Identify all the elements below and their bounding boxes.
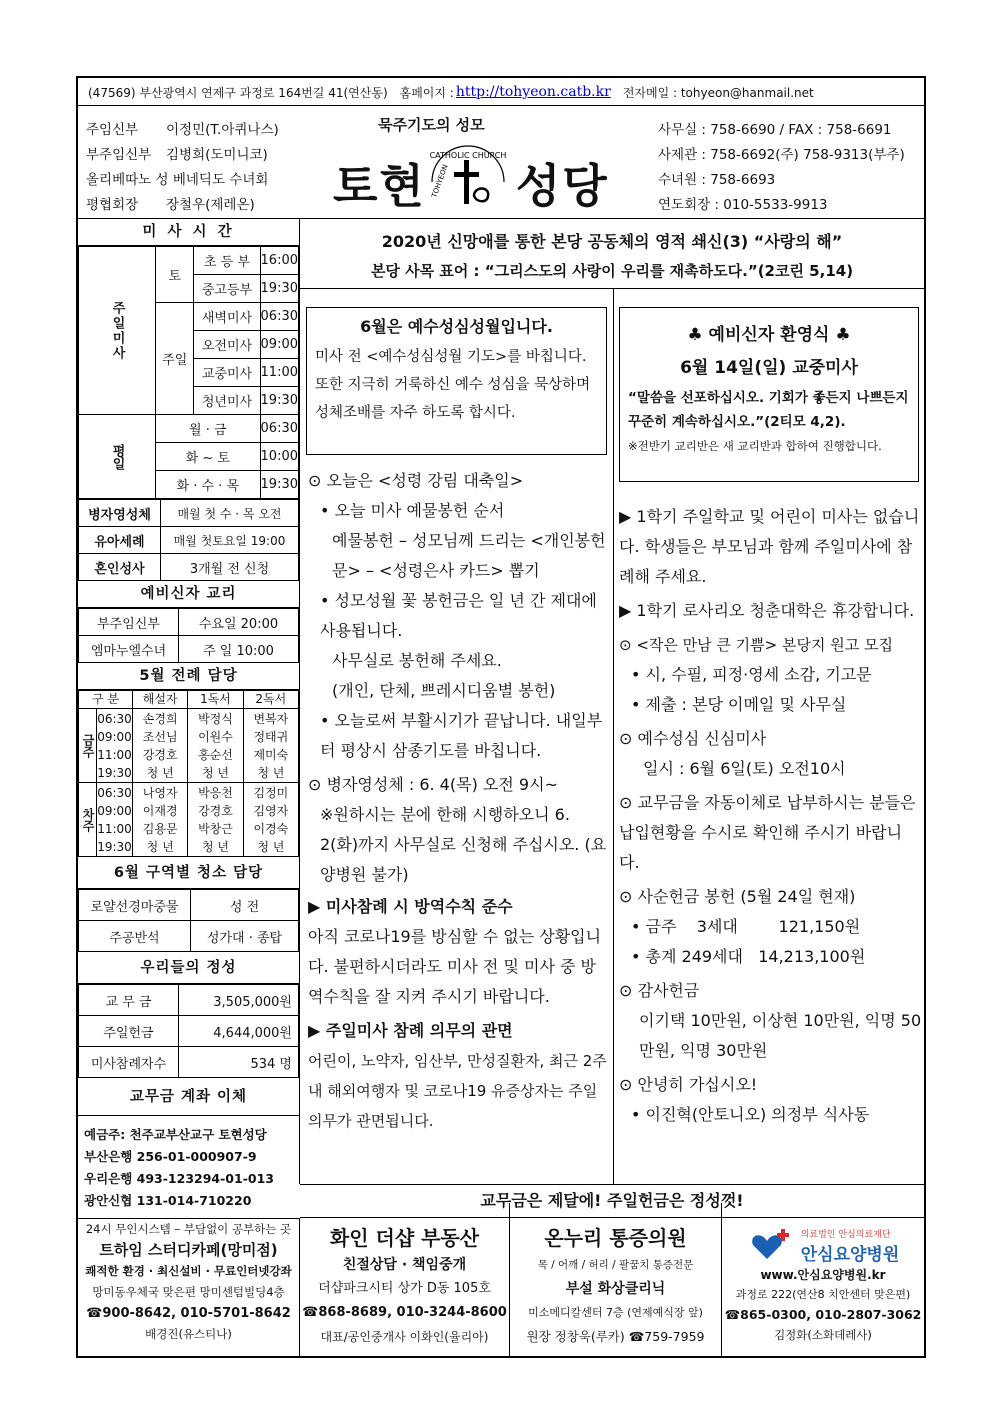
mass-times-table [78, 246, 299, 499]
main-theme [300, 219, 924, 289]
row-label: 주공반석 [79, 921, 191, 952]
mass-name: 중고등부 [194, 275, 260, 303]
liturgy-title: 5월 전례 담당 [78, 663, 299, 690]
homepage-link[interactable]: http://tohyeon.catb.kr [455, 84, 611, 100]
footer-slogan: 교무금은 제달에! 주일헌금은 정성껏! [300, 1184, 924, 1218]
announcement-sub: • 제출 : 본당 이메일 및 사무실 [631, 695, 847, 714]
church-subtitle: 묵주기도의 성모 [378, 116, 485, 134]
sunday-mass-label: 주일미사 [79, 247, 156, 415]
announcement-sub: (개인, 단체, 쁘레시디움별 봉헌) [332, 681, 556, 700]
row-value: 성가대 · 종탑 [191, 921, 299, 952]
announcement-sub: • 오늘로써 부활시기가 끝납니다. 내일부터 평상시 삼종기도를 바칩니다. [320, 711, 603, 760]
sacred-heart-box [306, 307, 607, 455]
contact-list [658, 118, 905, 218]
announcement: ▶ 미사참례 시 방역수칙 준수 [308, 897, 513, 916]
mass-name: 화 ~ 토 [156, 443, 261, 471]
mass-time: 19:30 [260, 275, 298, 303]
scripture-quote: “말씀을 선포하십시오. 기회가 좋든지 나쁘든지 꾸준히 계속하십시오.”(2티모 4,2). [628, 390, 909, 430]
row-value: 매월 첫 수 · 목 오전 [161, 500, 299, 527]
reading2-cell: 김정미 김영자 이경숙 청 년 [243, 783, 298, 857]
mass-time: 16:00 [260, 247, 298, 275]
announcement: ▶ 주일미사 참례 의무의 관면 [308, 1021, 513, 1040]
mass-time: 09:00 [260, 331, 298, 359]
catechumen-table [78, 608, 299, 663]
staff-row: 평협회장 장철우(제레온) [86, 197, 255, 213]
church-name: 토현 성당 [333, 159, 609, 213]
left-column [78, 219, 300, 1208]
cleaning-title: 6월 구역별 청소 담당 [78, 857, 299, 889]
announcement-sub: ※원하시는 분에 한해 시행하오니 6. 2(화)까지 사무실로 신청해 주십시오. (요양병원 불가) [320, 805, 607, 884]
mass-time: 19:30 [260, 471, 298, 499]
reading1-cell: 박정식 이원수 홍순선 청 년 [188, 709, 243, 783]
announcement: ⊙ 안녕히 가십시오! [619, 1075, 758, 1094]
this-week-label: 금주 [79, 709, 97, 783]
commentator-cell: 나영자 이재경 김용문 청 년 [133, 783, 188, 857]
weekday-label: 평일 [79, 415, 156, 499]
box-title: 6월은 예수성심성월입니다. [360, 317, 553, 336]
staff-list [86, 118, 279, 218]
announcement-sub: • 총계 249세대 14,213,100원 [631, 947, 866, 966]
announcement-sub: • 오늘 미사 예물봉헌 순서 [320, 501, 505, 520]
hospital-logo-icon [747, 1227, 795, 1263]
offerings-title: 우리들의 정성 [78, 952, 299, 984]
staff-row: 주임신부 이정민(T.아퀴나스) [86, 122, 279, 138]
announcement-sub: • 금주 3세대 121,150원 [631, 917, 861, 936]
col-header: 1독서 [188, 691, 243, 709]
box-body: 미사 전 <예수성심성월 기도>를 바칩니다. 또한 지극히 거룩하신 예수 성심을 묵상하며 성체조배를 자주 하도록 합시다. [315, 349, 591, 421]
row-label: 병자영성체 [79, 500, 161, 527]
contact-line: 사제관 : 758-6692(주) 758-9313(부주) [658, 147, 905, 163]
mass-time: 10:00 [260, 443, 298, 471]
account-line: 예금주: 천주교부산교구 토현성당 [84, 1127, 267, 1142]
staff-row: 올리베따노 성 베네딕도 수녀회 [86, 172, 269, 188]
commentator-cell: 손경희 조선님 강경호 청 년 [133, 709, 188, 783]
announcement-sub: 아직 코로나19를 방심할 수 없는 상황입니다. 불편하시더라도 미사 전 및 미사 중 방역수칙을 잘 지켜 주시기 바랍니다. [308, 927, 602, 1006]
mass-time: 11:00 [260, 359, 298, 387]
sacrament-table [78, 499, 299, 581]
mass-time: 06:30 [260, 415, 298, 443]
row-label: 혼인성사 [79, 554, 161, 581]
announcement: ⊙ 교무금을 자동이체로 납부하시는 분들은 납입현황을 수시로 확인해 주시기 바랍니다. [619, 793, 916, 872]
row-value: 주 일 10:00 [179, 636, 299, 663]
announcement-sub: • 이진혁(안토니오) 의정부 식사동 [631, 1105, 870, 1124]
announcement: ⊙ 감사헌금 [619, 981, 700, 1000]
staff-row: 부주임신부 김병희(도미니코) [86, 147, 268, 163]
mass-name: 화 · 수 · 목 [156, 471, 261, 499]
ads-row [78, 1203, 924, 1358]
reading1-cell: 박응천 강경호 박창근 청 년 [188, 783, 243, 857]
welcome-note: ※전반기 교리반은 새 교리반과 합하여 진행합니다. [628, 439, 882, 453]
announcement-sub: 예물봉헌 – 성모님께 드리는 <개인봉헌문> – <성령은사 카드> 뽑기 [332, 531, 606, 580]
sat-label: 토 [156, 247, 194, 303]
catechumen-title: 예비신자 교리 [78, 581, 299, 608]
right-column [619, 502, 922, 1130]
pastoral-motto: 본당 사목 표어 : “그리스도의 사랑이 우리를 재촉하도다.”(2코린 5,14) [370, 262, 854, 280]
svg-text:CATHOLIC CHURCH: CATHOLIC CHURCH [429, 151, 507, 160]
mass-time: 06:30 [260, 303, 298, 331]
svg-text:TOHYEON: TOHYEON [430, 163, 450, 199]
welcome-box [619, 307, 919, 482]
sun-label: 주일 [156, 303, 194, 415]
col-header: 2독서 [243, 691, 298, 709]
announcement-sub: 일시 : 6월 6일(토) 오전10시 [643, 759, 846, 778]
announcement-sub: 어린이, 노약자, 임산부, 만성질환자, 최근 2주내 해외여행자 및 코로나19 유증상자는 주일의무가 관면됩니다. [308, 1052, 607, 1130]
row-value: 4,644,000원 [179, 1016, 299, 1047]
address: (47569) 부산광역시 연제구 과정로 164번길 41(연산동) [88, 86, 388, 100]
reading2-cell: 변복자 정태귀 제미숙 청 년 [243, 709, 298, 783]
welcome-date: 6월 14일(일) 교중미사 [680, 358, 858, 378]
announcement: ⊙ <작은 만남 큰 기쁨> 본당지 원고 모집 [619, 636, 893, 654]
theme-title: 2020년 신망애를 통한 본당 공동체의 영적 쇄신(3) “사랑의 해” [381, 232, 843, 251]
contact-line: 수녀원 : 758-6693 [658, 172, 776, 188]
mass-name: 새벽미사 [194, 303, 260, 331]
announcement: ▶ 1학기 로사리오 청춘대학은 휴강합니다. [619, 601, 915, 620]
announcement-sub: 이기택 10만원, 이상현 10만원, 익명 50만원, 익명 30만원 [639, 1011, 922, 1060]
bulletin-frame [76, 76, 926, 1358]
mass-times-title: 미 사 시 간 [78, 219, 299, 246]
row-label: 엠마누엘수녀 [79, 636, 179, 663]
account-line: 우리은행 493-123294-01-013 [84, 1171, 274, 1186]
mass-time: 19:30 [260, 387, 298, 415]
announcement-sub: • 시, 수필, 피정·영세 소감, 기고문 [631, 665, 872, 684]
ad-real-estate: 화인 더샵 부동산 친절상담 · 책임중개 더샵파크시티 상가 D동 105호 ☎868-8689, 010-3244-8600 대표/공인중개사 이화인(율리아) [300, 1203, 510, 1358]
ad-pain-clinic: 온누리 통증의원 목 / 어깨 / 허리 / 팔꿈치 통증전문 부설 화상클리닉 미소메디칼센터 7층 (연제예식장 앞) 원장 정창욱(루카) ☎759-7959 [510, 1203, 722, 1358]
box-title: ♣ 예비신자 환영식 ♣ [687, 325, 851, 345]
account-title: 교무금 계좌 이체 [78, 1078, 299, 1116]
row-value: 3,505,000원 [179, 985, 299, 1016]
offerings-table [78, 984, 299, 1078]
announcement: ⊙ 병자영성체 : 6. 4(목) 오전 9시~ [308, 775, 558, 794]
ad-hospital: 의료법인 안심의료재단 안심요양병원 www.안심요양병원.kr 과정로 222(연산8 치안센터 맞은편) ☎865-0300, 010-2807-3062 김정화(소화데레사) [722, 1203, 924, 1358]
mass-name: 교중미사 [194, 359, 260, 387]
homepage-label: 홈페이지 : [399, 86, 454, 100]
col-header: 해설자 [133, 691, 188, 709]
times-cell: 06:30 09:00 11:00 19:30 [97, 783, 133, 857]
church-logo-icon [426, 138, 510, 214]
row-value: 수요일 20:00 [179, 609, 299, 636]
email: 전자메일 : tohyeon@hanmail.net [622, 86, 814, 100]
announcement: ⊙ 예수성심 신심미사 [619, 729, 767, 748]
announcement: ⊙ 사순헌금 봉헌 (5월 24일 현재) [619, 887, 856, 906]
account-line: 광안신협 131-014-710220 [84, 1193, 252, 1208]
mass-name: 오전미사 [194, 331, 260, 359]
row-label: 로얄선경마중물 [79, 890, 191, 921]
row-label: 주일헌금 [79, 1016, 179, 1047]
row-label: 미사참례자수 [79, 1047, 179, 1078]
row-label: 부주임신부 [79, 609, 179, 636]
mass-name: 청년미사 [194, 387, 260, 415]
row-value: 534 명 [179, 1047, 299, 1078]
row-value: 3개월 전 신청 [161, 554, 299, 581]
address-bar [78, 78, 924, 106]
mass-name: 초 등 부 [194, 247, 260, 275]
times-cell: 06:30 09:00 11:00 19:30 [97, 709, 133, 783]
row-label: 교 무 금 [79, 985, 179, 1016]
announcement-sub: • 성모성월 꽃 봉헌금은 일 년 간 제대에 사용됩니다. [320, 591, 597, 640]
announcement: ⊙ 오늘은 <성령 강림 대축일> [308, 471, 524, 490]
next-week-label: 차주 [79, 783, 97, 857]
mass-name: 월 · 금 [156, 415, 261, 443]
contact-line: 연도회장 : 010-5533-9913 [658, 197, 828, 213]
row-label: 유아세례 [79, 527, 161, 554]
announcement-sub: 사무실로 봉헌해 주세요. [332, 651, 502, 670]
announcement: ▶ 1학기 주일학교 및 어린이 미사는 없습니다. 학생들은 부모님과 함께 주일미사에 참례해 주세요. [619, 507, 920, 586]
account-line: 부산은행 256-01-000907-9 [84, 1149, 257, 1164]
ad-study-cafe: 24시 무인시스템 – 부담없이 공부하는 곳 트하임 스터디카페(망미점) 쾌적한 환경 · 최신설비 · 무료인터넷강좌 망미동우체국 맞은편 망미센텀빌딩4층 ☎900-8642, 010-5701-8642 배경진(유스티나) [78, 1218, 300, 1358]
cleaning-table [78, 889, 299, 952]
middle-column [308, 466, 608, 1136]
row-value: 매월 첫토요일 19:00 [161, 527, 299, 554]
row-value: 성 전 [191, 890, 299, 921]
liturgy-table [78, 690, 299, 857]
contact-line: 사무실 : 758-6690 / FAX : 758-6691 [658, 122, 892, 138]
col-header: 구 분 [79, 691, 133, 709]
